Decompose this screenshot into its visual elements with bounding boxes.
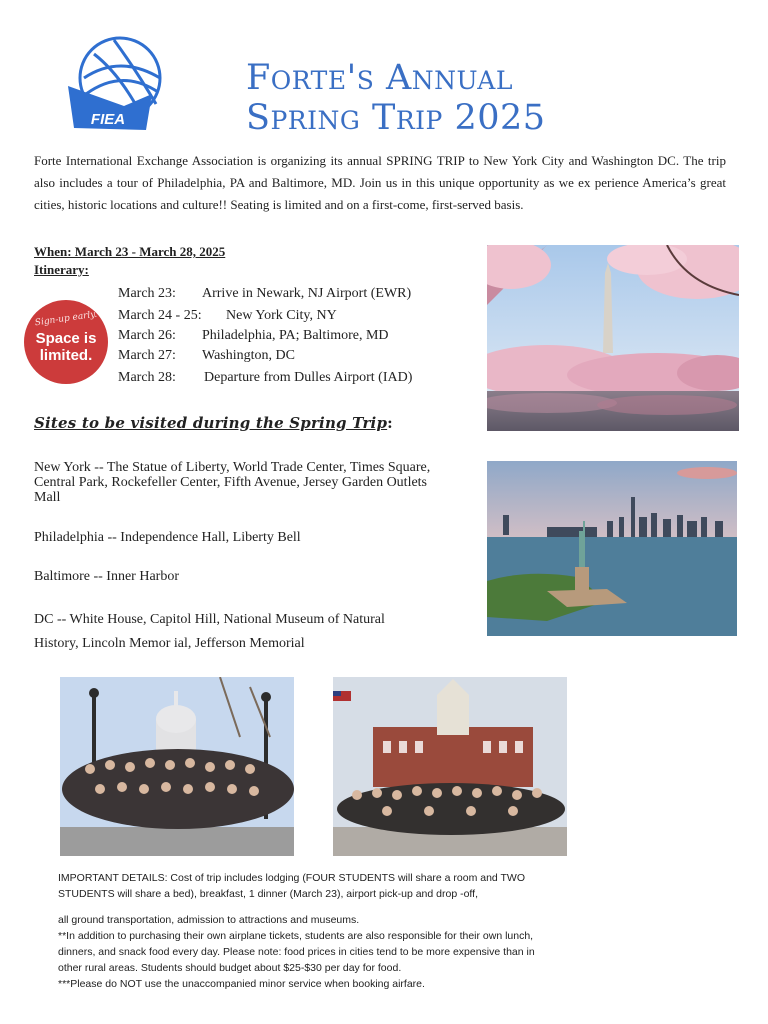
itinerary-row (118, 286, 412, 302)
itinerary-plan: Arrive in Newark, NJ Airport (EWR) (202, 286, 412, 301)
itinerary-date: March 28: (118, 370, 176, 385)
itinerary-row (118, 370, 413, 386)
site-baltimore: Baltimore -- Inner Harbor (34, 569, 179, 584)
itinerary-plan: Washington, DC (202, 348, 295, 363)
itinerary-row (118, 348, 295, 364)
cherry-blossom-photo (487, 245, 739, 431)
page-title-line1: Forte's Annual (246, 58, 513, 98)
itinerary-heading: Itinerary: (34, 262, 89, 277)
itinerary-plan: Philadelphia, PA; Baltimore, MD (202, 328, 389, 343)
itinerary-date: March 23: (118, 286, 176, 301)
itinerary-plan: New York City, NY (226, 308, 337, 323)
itinerary-row (118, 328, 389, 344)
itinerary-plan: Departure from Dulles Airport (IAD) (204, 370, 413, 385)
sites-heading-colon: : (387, 414, 393, 432)
itinerary-date: March 27: (118, 348, 176, 363)
statue-of-liberty-photo (487, 461, 737, 636)
site-philadelphia: Philadelphia -- Independence Hall, Liberty Bell (34, 530, 301, 545)
fiea-logo (64, 34, 168, 134)
site-dc: DC -- White House, Capitol Hill, National Museum of Natural History, Lincoln Memor ial, Jefferson Memorial (34, 612, 385, 651)
itinerary-date: March 24 - 25: (118, 308, 202, 323)
important-details (58, 870, 558, 992)
group-capitol-photo (60, 677, 294, 856)
trip-dates: When: March 23 - March 28, 2025 (34, 244, 226, 259)
site-new-york: New York -- The Statue of Liberty, World Trade Center, Times Square, Central Park, Rockefeller Center, Fifth Avenue, Jersey Garden Outlets Mall (34, 460, 431, 505)
details-transport: all ground transportation, admission to attractions and museums. (58, 914, 360, 926)
intro-paragraph: Forte International Exchange Association is organizing its annual SPRING TRIP to New York City and Washington DC. The trip also includes a tour of Philadelphia, PA and Baltimore, MD. Join us in this unique opportunity as we ex perience America’s great cities, historic locations and culture!! Seating is limited and on a first-come, first-served basis. (34, 153, 726, 212)
details-airfare: ***Please do NOT use the unaccompanied minor service when booking airfare. (58, 978, 425, 990)
page-title-line2: Spring Trip 2025 (246, 98, 546, 138)
globe-icon (64, 34, 168, 134)
badge-script-text: Sign-up early. (34, 309, 98, 329)
details-food: **In addition to purchasing their own airplane tickets, students are also responsible for their own lunch, dinners, and snack food every day. Please note: food prices in cities tend to be more expensive than in other rural areas. Students should budget about $25-$30 per day for food. (58, 930, 535, 974)
itinerary-row (118, 308, 337, 324)
badge-main-text: Space is limited. (35, 330, 97, 364)
details-cost: IMPORTANT DETAILS: Cost of trip includes lodging (FOUR STUDENTS will share a room and TWO STUDENTS will share a bed), breakfast, 1 dinner (March 23), airport pick-up and drop -off, (58, 872, 525, 900)
sites-heading-text: Sites to be visited during the Spring Trip (34, 414, 388, 432)
logo-text: FIEA (90, 111, 126, 128)
space-limited-badge (24, 300, 108, 384)
sites-heading (34, 414, 393, 432)
group-independence-hall-photo (333, 677, 567, 856)
itinerary-date: March 26: (118, 328, 176, 343)
